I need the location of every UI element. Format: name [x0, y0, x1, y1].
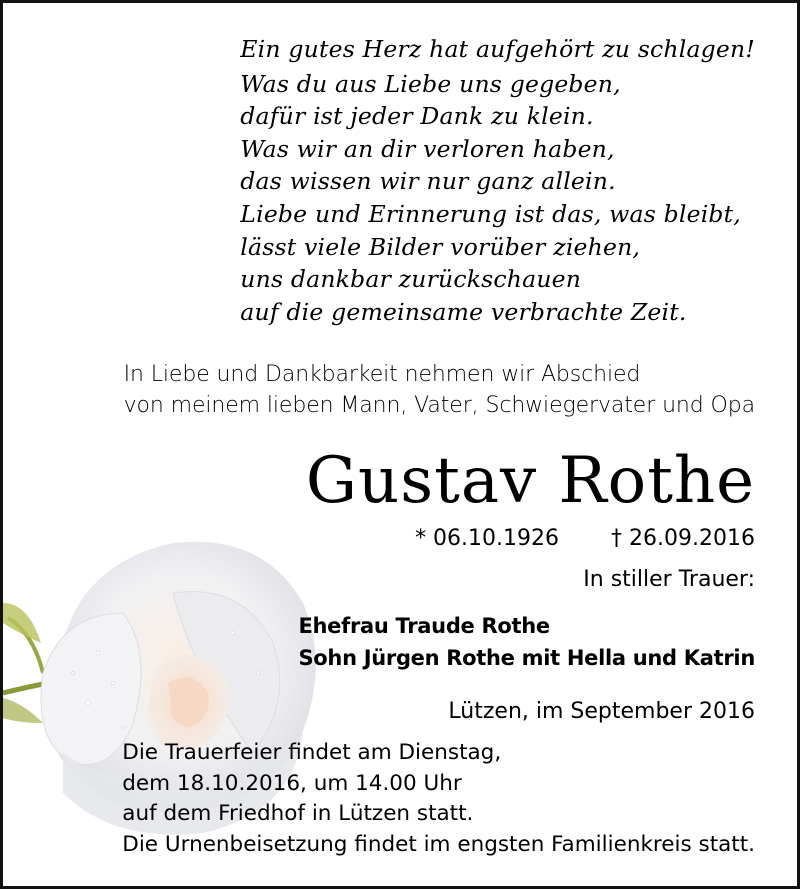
poem-line: uns dankbar zurückschauen: [240, 265, 582, 294]
poem: [240, 33, 755, 328]
death-date: † 26.09.2016: [611, 526, 755, 551]
mourning-heading: In stiller Trauer:: [583, 567, 755, 592]
mourner-line: Ehefrau Traude Rothe: [298, 614, 550, 638]
poem-line: auf die gemeinsame verbrachte Zeit.: [240, 297, 687, 326]
notice-line: Die Urnenbeisetzung findet im engsten Familienkreis statt.: [122, 831, 755, 857]
funeral-notice: [122, 738, 755, 860]
notice-line: Die Trauerfeier findet am Dienstag,: [122, 740, 502, 765]
birth-date: * 06.10.1926: [415, 526, 560, 551]
intro-line: In Liebe und Dankbarkeit nehmen wir Abschied: [123, 362, 641, 387]
poem-line: Was du aus Liebe uns gegeben,: [240, 69, 621, 98]
notice-line: dem 18.10.2016, um 14.00 Uhr: [122, 770, 462, 796]
poem-line: dafür ist jeder Dank zu klein.: [240, 102, 594, 131]
deceased-name: Gustav Rothe: [305, 444, 755, 518]
poem-line: Liebe und Erinnerung ist das, was bleibt,: [240, 199, 741, 228]
mourner-line: Sohn Jürgen Rothe mit Hella und Katrin: [298, 646, 755, 670]
farewell-intro: [124, 360, 755, 421]
poem-line: das wissen wir nur ganz allein.: [240, 167, 616, 196]
poem-line: lässt viele Bilder vorüber ziehen,: [240, 232, 641, 261]
poem-line: Ein gutes Herz hat aufgehört zu schlagen!: [240, 35, 755, 63]
notice-line: auf dem Friedhof in Lützen statt.: [122, 801, 474, 826]
place-date: Lützen, im September 2016: [448, 699, 755, 724]
intro-line: von meinem lieben Mann, Vater, Schwiegervater und Opa: [123, 392, 755, 418]
mourners-list: [298, 610, 755, 674]
life-dates: [415, 524, 755, 554]
poem-line: Was wir an dir verloren haben,: [240, 134, 615, 163]
